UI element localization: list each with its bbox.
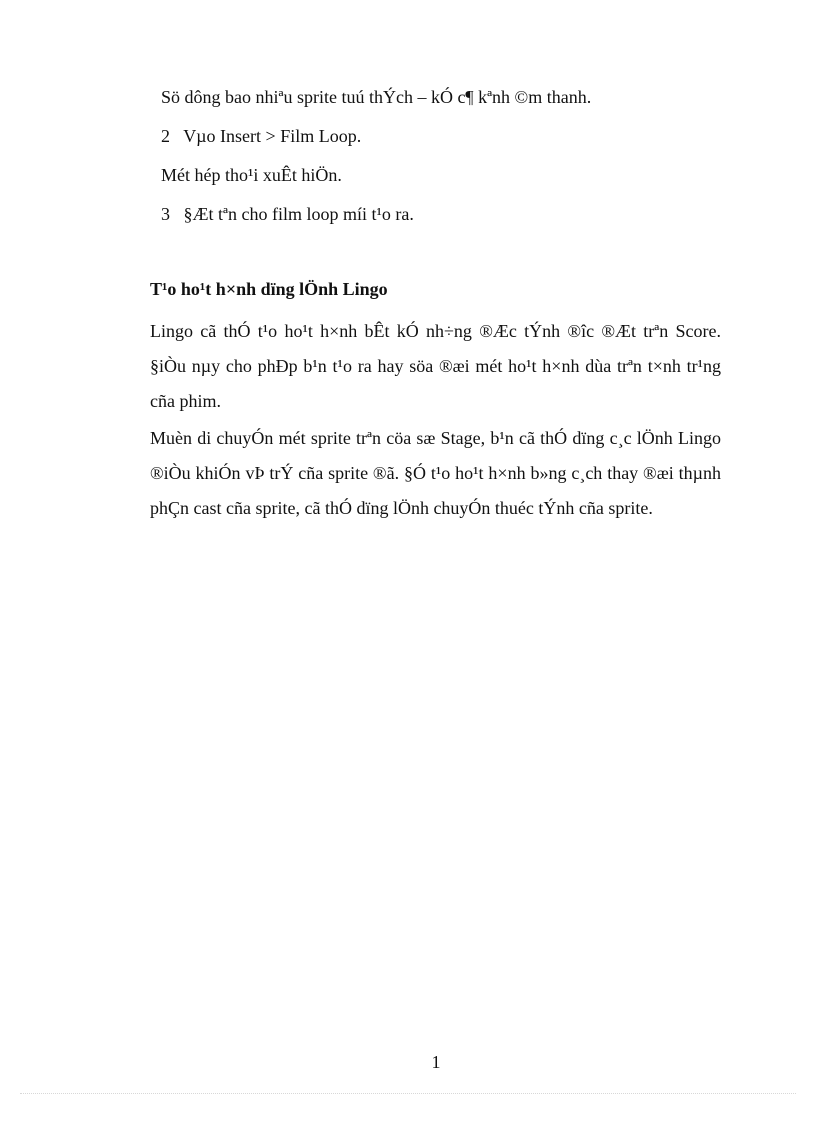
footer-divider (20, 1093, 796, 1094)
step-2-text: Vµo Insert > Film Loop. (183, 126, 362, 146)
paragraph-2: Muèn di chuyÓn mét sprite trªn cöa sæ Stage, b¹n cã thÓ dïng c¸c lÖnh Lingo ®iÒu khiÓn vÞ trÝ cña sprite ®ã. §Ó t¹o ho¹t h×nh b»ng c¸ch thay ®æi thµnh phÇn cast cña sprite, cã thÓ dïng lÖnh chuyÓn thuéc tÝnh cña sprite. (150, 428, 721, 518)
page-number: 1 (431, 1052, 441, 1072)
intro-line-1: Sö dông bao nhiªu sprite tuú thÝch – kÓ c¶ kªnh ©m thanh. (161, 87, 592, 107)
step-3-text: §Æt tªn cho film loop míi t¹o ra. (183, 204, 414, 224)
step-3 (161, 203, 414, 225)
step-2 (161, 125, 361, 147)
intro-line-3: Mét hép tho¹i xuÊt hiÖn. (161, 165, 342, 185)
step-2-number: 2 (161, 126, 170, 146)
section-heading: T¹o ho¹t h×nh dïng lÖnh Lingo (150, 279, 388, 299)
paragraph-1: Lingo cã thÓ t¹o ho¹t h×nh bÊt kÓ nh÷ng ®Æc tÝnh ®îc ®Æt trªn Score. §iÒu nµy cho phÐp b¹n t¹o ra hay söa ®æi mét ho¹t h×nh dùa trªn t×nh tr¹ng cña phim. (150, 321, 721, 411)
step-3-number: 3 (161, 204, 170, 224)
